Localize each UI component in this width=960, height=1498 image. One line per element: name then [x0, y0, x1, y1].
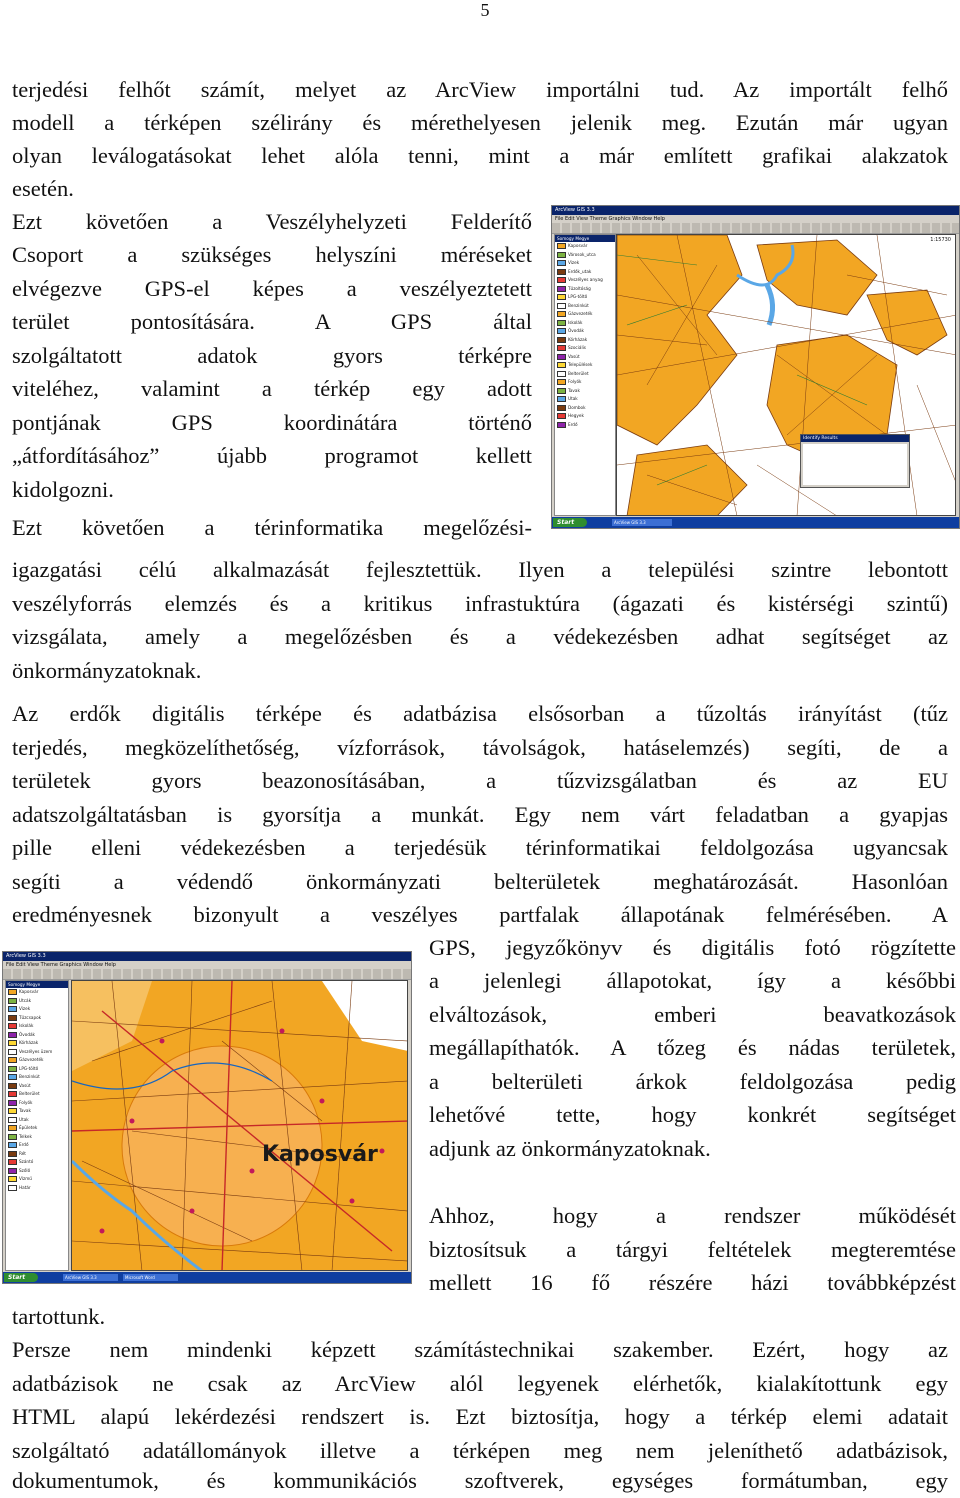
legend-swatch-icon — [557, 405, 566, 411]
legend-swatch-icon — [8, 1083, 17, 1089]
legend-swatch-icon — [8, 989, 17, 995]
map-view — [71, 980, 408, 1271]
taskbar — [552, 517, 959, 528]
legend-label: Tavak — [568, 387, 580, 393]
text-line: a jelenlegi állapotokat, így a későbbi — [429, 968, 956, 993]
legend-label: Erdő — [19, 1142, 29, 1147]
legend-label: Szőlő — [19, 1167, 31, 1173]
legend-item[interactable] — [555, 378, 615, 387]
window-title: ArcView GIS 3.3 — [552, 206, 959, 215]
legend-item[interactable] — [555, 421, 615, 430]
legend-item[interactable] — [6, 1090, 68, 1099]
legend-label: Benzinkút — [19, 1074, 40, 1079]
legend-item[interactable] — [6, 1031, 68, 1040]
text-line: pille elleni védekezésben a terjedésük térinformatikai feldolgozása ugyancsak — [12, 835, 948, 860]
text-line: önkormányzatoknak. — [12, 658, 202, 683]
legend-item[interactable] — [6, 1184, 68, 1193]
legend-label: Dombok — [568, 404, 586, 410]
text-line: területek gyors beazonosításában, a tűzvizsgálatban és az EU — [12, 768, 948, 793]
legend-swatch-icon — [8, 1032, 17, 1038]
legend-label: Belterület — [568, 370, 589, 376]
legend-swatch-icon — [8, 1185, 17, 1191]
text-line: dokumentumok, és kommunikációs szoftverek, egységes formátumban, egy — [12, 1468, 948, 1493]
text-line: veszélyforrás elemzés és a kritikus infrastuktúra (ágazati és kistérségi szintű) — [12, 591, 948, 616]
toolbar — [3, 969, 411, 980]
legend-label: Vasút — [568, 353, 580, 359]
legend-label: Települések — [568, 362, 593, 367]
legend-item[interactable] — [6, 1175, 68, 1184]
text-line: Ahhoz, hogy a rendszer működését — [429, 1203, 956, 1228]
scale-readout: 1:15730 — [930, 237, 951, 243]
text-line: kidolgozni. — [12, 477, 114, 502]
text-line: szolgáltató adatállományok illetve a térképen meg nem jeleníthető adatbázisok, — [12, 1438, 948, 1463]
text-line: szolgáltatott adatok gyors térképre — [12, 343, 532, 368]
legend-swatch-icon — [557, 396, 566, 402]
legend-item[interactable] — [6, 1056, 68, 1065]
text-line: terület pontosítására. A GPS által — [12, 309, 532, 334]
text-line: terjedés, megközelíthetőség, vízforrások, távolságok, hatáselemzés) segíti, de a — [12, 735, 948, 760]
legend-swatch-icon — [8, 1159, 17, 1165]
text-line: mellett 16 fő részére házi továbbképzést — [429, 1270, 956, 1295]
legend-label: Utcák — [19, 997, 32, 1003]
legend-label: Folyók — [19, 1099, 33, 1105]
legend-item[interactable] — [6, 1099, 68, 1108]
identify-results-window — [800, 434, 910, 488]
legend-label: Gázvezeték — [568, 311, 593, 316]
legend-swatch-icon — [557, 311, 566, 317]
legend-swatch-icon — [8, 1066, 17, 1072]
text-line: „átfordításához” újabb programot kellett — [12, 443, 532, 468]
legend-item[interactable] — [555, 370, 615, 379]
text-line: elvégezve GPS-el képes a veszélyeztetett — [12, 276, 532, 301]
legend-label: Iskolák — [568, 319, 583, 325]
legend-item[interactable] — [555, 319, 615, 328]
legend-item[interactable] — [555, 242, 615, 251]
legend-label: Tűzoltóság — [568, 285, 591, 291]
legend-item[interactable] — [6, 1039, 68, 1048]
legend-swatch-icon — [557, 328, 566, 334]
legend-item[interactable] — [6, 1167, 68, 1176]
legend-swatch-icon — [8, 1168, 17, 1174]
legend-label: Hegyek — [568, 413, 584, 418]
legend-label: Gázvezeték — [19, 1057, 44, 1062]
text-line: eredményesnek bizonyult a veszélyes partfalak állapotának felmérésében. A — [12, 902, 948, 927]
city-label: Kaposvár — [262, 1142, 378, 1167]
legend-label: Belterület — [19, 1091, 40, 1096]
legend-label: Rét — [19, 1150, 26, 1156]
text-line: esetén. — [12, 176, 74, 201]
window-title: ArcView GIS 3.3 — [3, 952, 411, 961]
text-line: Ezt követően a térinformatika megelőzési- — [12, 515, 532, 540]
legend-swatch-icon — [8, 1176, 17, 1182]
legend-swatch-icon — [557, 362, 566, 368]
legend-label: Benzinkút — [568, 302, 589, 308]
legend-swatch-icon — [557, 252, 566, 258]
legend-swatch-icon — [8, 1074, 17, 1080]
legend-item[interactable] — [6, 1005, 68, 1014]
legend-item[interactable] — [6, 1022, 68, 1031]
legend-label: Utak — [568, 396, 578, 401]
arcview-screenshot-1 — [551, 205, 960, 529]
legend-item[interactable] — [6, 1141, 68, 1150]
legend-label: Óvodák — [568, 328, 584, 333]
legend-swatch-icon — [557, 303, 566, 309]
toolbar — [552, 223, 959, 234]
legend-swatch-icon — [557, 269, 566, 275]
legend-item[interactable] — [555, 353, 615, 362]
legend-swatch-icon — [8, 1151, 17, 1157]
legend-label: LPG-töltő — [568, 294, 588, 299]
text-line: segíti a védendő önkormányzati belterületek meghatározását. Hasonlóan — [12, 869, 948, 894]
legend-label: Szántó — [19, 1159, 34, 1164]
taskbar — [3, 1272, 411, 1283]
taskbar-item[interactable]: ArcView GIS 3.3 — [63, 1274, 118, 1281]
legend-item[interactable] — [555, 251, 615, 260]
legend-item[interactable] — [6, 988, 68, 997]
legend-label: Veszélyes üzem — [19, 1048, 53, 1054]
text-line: pontjának GPS koordinátára történő — [12, 410, 532, 435]
legend-swatch-icon — [557, 413, 566, 419]
legend-item[interactable] — [555, 344, 615, 353]
legend-item[interactable] — [555, 276, 615, 285]
legend-item[interactable] — [6, 1150, 68, 1159]
legend-swatch-icon — [557, 388, 566, 394]
legend-item[interactable] — [6, 1082, 68, 1091]
legend-item[interactable] — [6, 997, 68, 1006]
legend-item[interactable] — [6, 1065, 68, 1074]
text-line: Az erdők digitális térképe és adatbázisa elsősorban a tűzoltás irányítást (tűz — [12, 701, 948, 726]
legend-label: Óvodák — [19, 1031, 35, 1037]
legend-item[interactable] — [555, 361, 615, 370]
legend-swatch-icon — [8, 1108, 17, 1114]
legend-label: Vizek — [568, 260, 580, 265]
legend-label: Épületek — [19, 1125, 38, 1130]
map-canvas — [72, 981, 408, 1271]
legend-swatch-icon — [557, 286, 566, 292]
legend-swatch-icon — [557, 379, 566, 385]
legend-panel — [5, 980, 69, 1271]
legend-label: Kaposvár — [19, 989, 39, 994]
legend-item[interactable] — [555, 412, 615, 421]
legend-label: Utak — [19, 1116, 29, 1122]
legend-swatch-icon — [8, 998, 17, 1004]
legend-swatch-icon — [8, 1125, 17, 1131]
legend-item[interactable] — [555, 327, 615, 336]
legend-item[interactable] — [555, 404, 615, 413]
legend-swatch-icon — [8, 1117, 17, 1123]
legend-label: Tavak — [19, 1108, 31, 1113]
legend-label: Erdő — [568, 421, 578, 427]
legend-swatch-icon — [557, 337, 566, 343]
legend-swatch-icon — [8, 1091, 17, 1097]
text-line: vizsgálata, amely a megelőzésben és a védekezésben adhat segítséget az — [12, 624, 948, 649]
legend-label: Kórházak — [568, 336, 588, 342]
menu-bar: File Edit View Theme Graphics Window Help — [555, 216, 665, 222]
taskbar-item[interactable]: Microsoft Word — [123, 1274, 178, 1281]
legend-item[interactable] — [555, 259, 615, 268]
legend-item[interactable] — [6, 1014, 68, 1023]
legend-item[interactable] — [6, 1124, 68, 1133]
legend-label: Veszélyes anyag — [568, 277, 603, 282]
text-line: viteléhez, valamint a térkép egy adott — [12, 376, 532, 401]
legend-item[interactable] — [6, 1107, 68, 1116]
legend-swatch-icon — [557, 320, 566, 326]
legend-swatch-icon — [8, 1134, 17, 1140]
legend-item[interactable] — [555, 293, 615, 302]
text-line: HTML alapú lekérdezési rendszert is. Ezt biztosítja, hogy a térkép elemi adatait — [12, 1404, 948, 1429]
legend-label: Városok_utca — [568, 251, 596, 257]
legend-item[interactable] — [555, 395, 615, 404]
taskbar-item[interactable]: ArcView GIS 3.3 — [612, 519, 672, 526]
legend-label: Folyók — [568, 379, 582, 384]
legend-swatch-icon — [8, 1015, 17, 1021]
legend-label: Tűzcsapok — [19, 1014, 42, 1020]
legend-swatch-icon — [8, 1049, 17, 1055]
legend-item[interactable] — [6, 1116, 68, 1125]
text-line: Ezt követően a Veszélyhelyzeti Felderítő — [12, 209, 532, 234]
legend-item[interactable] — [555, 268, 615, 277]
legend-swatch-icon — [8, 1023, 17, 1029]
text-line: Persze nem mindenki képzett számítástechnikai szakember. Ezért, hogy az — [12, 1337, 948, 1362]
text-line: igazgatási célú alkalmazását fejlesztettük. Ilyen a települési szintre lebontott — [12, 557, 948, 582]
start-button[interactable]: Start — [4, 1273, 38, 1282]
legend-label: LPG-töltő — [19, 1065, 39, 1071]
legend-label: Erdők_utak — [568, 268, 592, 274]
legend-label: Vizek — [19, 1006, 31, 1011]
text-line: terjedési felhőt számít, melyet az ArcView importálni tud. Az importált felhő — [12, 77, 948, 102]
legend-label: Kaposvár — [568, 243, 588, 248]
text-line: adatszolgáltatásban is gyorsítja a munkát. Egy nem várt feladatban a gyapjas — [12, 802, 948, 827]
arcview-screenshot-2 — [2, 951, 412, 1284]
text-line: olyan leválogatásokat lehet alóla tenni, mint a már említett grafikai alakzatok — [12, 143, 948, 168]
legend-swatch-icon — [557, 345, 566, 351]
start-button[interactable]: Start — [553, 518, 587, 527]
legend-panel — [554, 234, 616, 516]
text-line: tartottunk. — [12, 1304, 106, 1329]
legend-title: Somogy Megye — [6, 981, 68, 988]
identify-body — [803, 444, 907, 485]
legend-label: Vasút — [19, 1082, 31, 1088]
legend-swatch-icon — [557, 294, 566, 300]
legend-item[interactable] — [6, 1048, 68, 1057]
text-line: lehetővé tette, hogy konkrét segítséget — [429, 1102, 956, 1127]
text-line: Csoport a szükséges helyszíni méréseket — [12, 242, 532, 267]
legend-swatch-icon — [557, 277, 566, 283]
text-line: biztosítsuk a tárgyi feltételek megteremtése — [429, 1237, 956, 1262]
legend-swatch-icon — [557, 243, 566, 249]
legend-swatch-icon — [8, 1100, 17, 1106]
legend-title: Somogy Megye — [555, 235, 615, 242]
legend-item[interactable] — [555, 302, 615, 311]
legend-label: Vízmű — [19, 1176, 32, 1181]
text-line: modell a térképen szélirány és mérethelyesen jelenik meg. Ezután már ugyan — [12, 110, 948, 135]
identify-title: Identify Results — [801, 435, 909, 442]
text-line: GPS, jegyzőkönyv és digitális fotó rögzítette — [429, 935, 956, 960]
page-number: 5 — [480, 0, 490, 20]
legend-label: Iskolák — [19, 1023, 34, 1028]
legend-swatch-icon — [8, 1006, 17, 1012]
legend-swatch-icon — [557, 260, 566, 266]
text-line: a belterületi árkok feldolgozása pedig — [429, 1069, 956, 1094]
legend-item[interactable] — [6, 1073, 68, 1082]
legend-item[interactable] — [555, 387, 615, 396]
text-line: elváltozások, emberi beavatkozások — [429, 1002, 956, 1027]
legend-label: Telkek — [19, 1133, 32, 1139]
legend-label: Kórházak — [19, 1040, 39, 1045]
legend-label: Határ — [19, 1184, 31, 1190]
legend-swatch-icon — [8, 1040, 17, 1046]
legend-swatch-icon — [557, 371, 566, 377]
legend-swatch-icon — [557, 354, 566, 360]
legend-swatch-icon — [8, 1057, 17, 1063]
legend-item[interactable] — [555, 285, 615, 294]
menu-bar: File Edit View Theme Graphics Window Help — [6, 962, 116, 968]
legend-swatch-icon — [557, 422, 566, 428]
legend-item[interactable] — [555, 310, 615, 319]
legend-item[interactable] — [555, 336, 615, 345]
legend-swatch-icon — [8, 1142, 17, 1148]
text-line: megállapíthatók. A tőzeg és nádas területek, — [429, 1035, 956, 1060]
legend-label: Szociális — [568, 345, 586, 350]
legend-item[interactable] — [6, 1158, 68, 1167]
text-line: adatbázisok ne csak az ArcView alól legyenek elérhetők, kialakítottunk egy — [12, 1371, 948, 1396]
legend-item[interactable] — [6, 1133, 68, 1142]
text-line: adjunk az önkormányzatoknak. — [429, 1136, 711, 1161]
